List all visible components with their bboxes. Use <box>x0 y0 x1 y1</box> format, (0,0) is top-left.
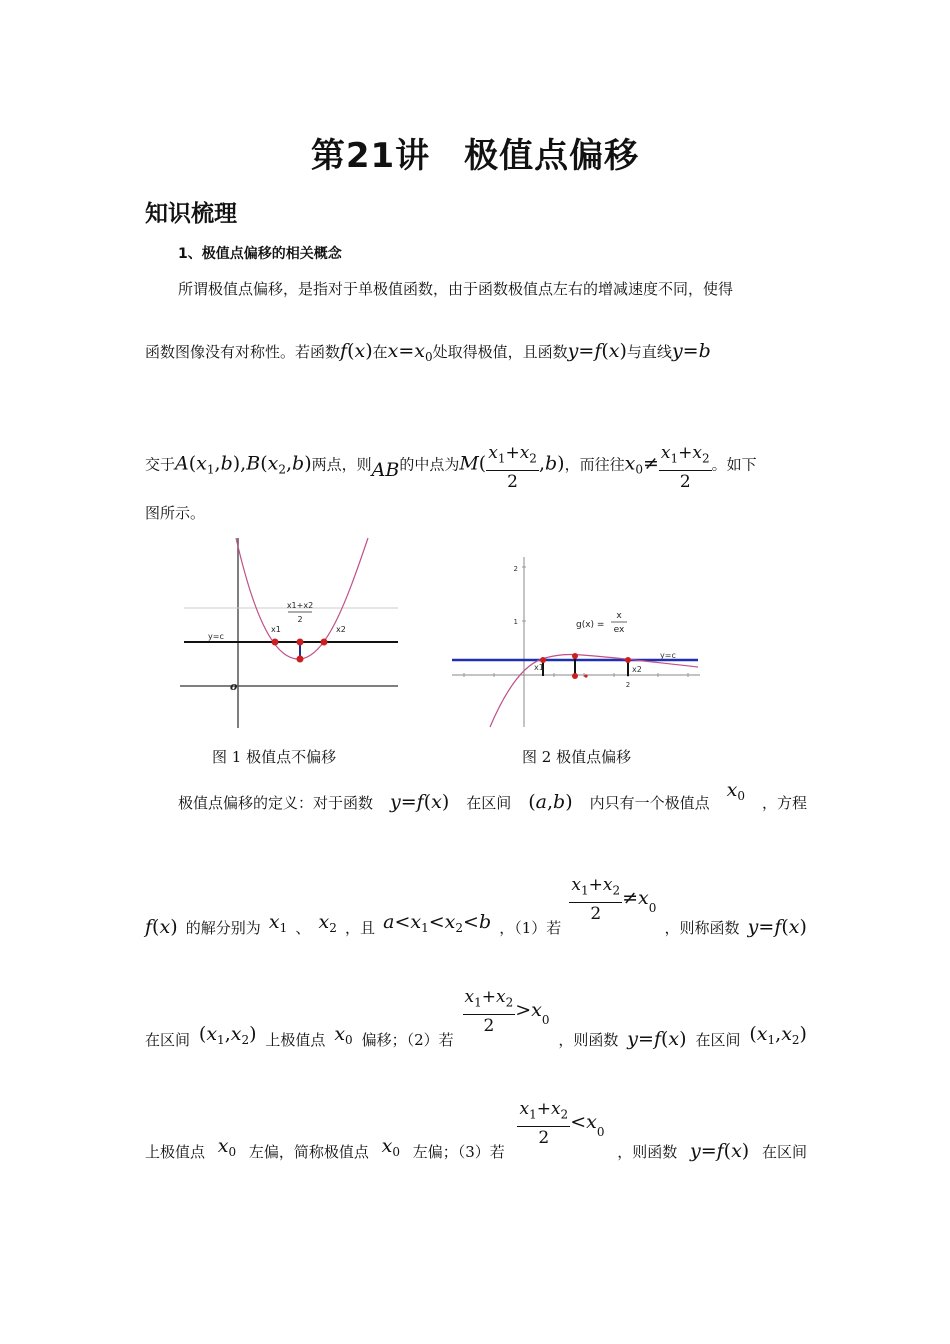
subheading: 1、极值点偏移的相关概念 <box>178 246 342 262</box>
figure2-graph <box>452 557 700 729</box>
fig1-x2-label: x2 <box>336 625 346 634</box>
para2-line2: f(x) 的解分别为 $x_1$ 、 $x_2$ ，且 $a<x_1<x_2<b$ ，（1）若 $\frac{x_1+x_2}{2}$ $\ne x_0$ ，则称函数 y=f(x) <box>145 875 807 939</box>
page-title <box>0 128 950 177</box>
para1-line4: 图所示。 <box>145 504 206 522</box>
fig1-point-min <box>297 656 304 663</box>
fig1-mid-num: x1+x2 <box>286 601 314 610</box>
fig2-ytick-2: 2 <box>513 565 518 573</box>
fig2-point-x0 <box>572 673 578 679</box>
title-lecture-number: 第21讲 <box>310 136 431 176</box>
fig2-x2-label: x2 <box>632 665 642 674</box>
figure1-graph <box>176 533 400 730</box>
figure1-caption: 图 1 极值点不偏移 <box>212 748 337 766</box>
para1-line3: 交于$A(x_1,b),B(x_2,b)$两点，则AB的中点为M( $\frac{x_1+x_2}{2}$ ,b)，而往往$x_0\ne$ $\frac{x_1+x_2}{2}$ 。如下 <box>145 443 757 493</box>
para1-line2: 函数图像没有对称性。若函数f(x)在$x=x_0$处取得极值，且函数y=f(x)与直线y=b <box>145 340 711 364</box>
fig1-line-label: y=c <box>208 632 224 641</box>
para2-line1: 极值点偏移的定义：对于函数 y=f(x) 在区间 (a,b) 内只有一个极值点 $x_0$ ，方程 <box>178 779 807 813</box>
fig1-point-mid <box>297 639 304 646</box>
para2-line3: 在区间 $(x_1,x_2)$ 上极值点 $x_0$ 偏移；（2）若 $\frac{x_1+x_2}{2}$ $>x_0$ ，则函数 y=f(x) 在区间 $(x_1,x_2)$ <box>145 987 807 1051</box>
fig1-point-x1 <box>272 639 279 646</box>
fig2-xtick-2: 2 <box>625 681 631 689</box>
section-heading: 知识梳理 <box>145 201 237 227</box>
fig2-point-x2 <box>625 657 631 663</box>
fig2-point-max <box>572 653 578 659</box>
fig2-func-label: g(x) = <box>576 620 605 630</box>
figure2-caption: 图 2 极值点偏移 <box>522 748 632 766</box>
fig1-origin-label: o <box>230 680 238 693</box>
fig1-x1-label: x1 <box>271 625 281 634</box>
fig2-point-midpoint <box>584 674 587 677</box>
title-topic: 极值点偏移 <box>464 136 640 176</box>
fig2-line-label: y=c <box>660 651 676 660</box>
para1-line1: 所谓极值点偏移，是指对于单极值函数，由于函数极值点左右的增减速度不同，使得 <box>178 280 734 298</box>
fig2-func-num: x <box>616 611 622 621</box>
fig2-x1-label: x1 <box>534 663 544 672</box>
fig2-ytick-1: 1 <box>513 618 518 626</box>
fig1-mid-den: 2 <box>297 615 303 624</box>
para2-line4: 上极值点 $x_0$ 左偏，简称极值点 $x_0$ 左偏；（3）若 $\frac{x_1+x_2}{2}$ $<x_0$ ，则函数 y=f(x) 在区间 <box>145 1099 807 1163</box>
fig1-point-x2 <box>321 639 328 646</box>
fig2-func-den: ex <box>613 625 625 635</box>
